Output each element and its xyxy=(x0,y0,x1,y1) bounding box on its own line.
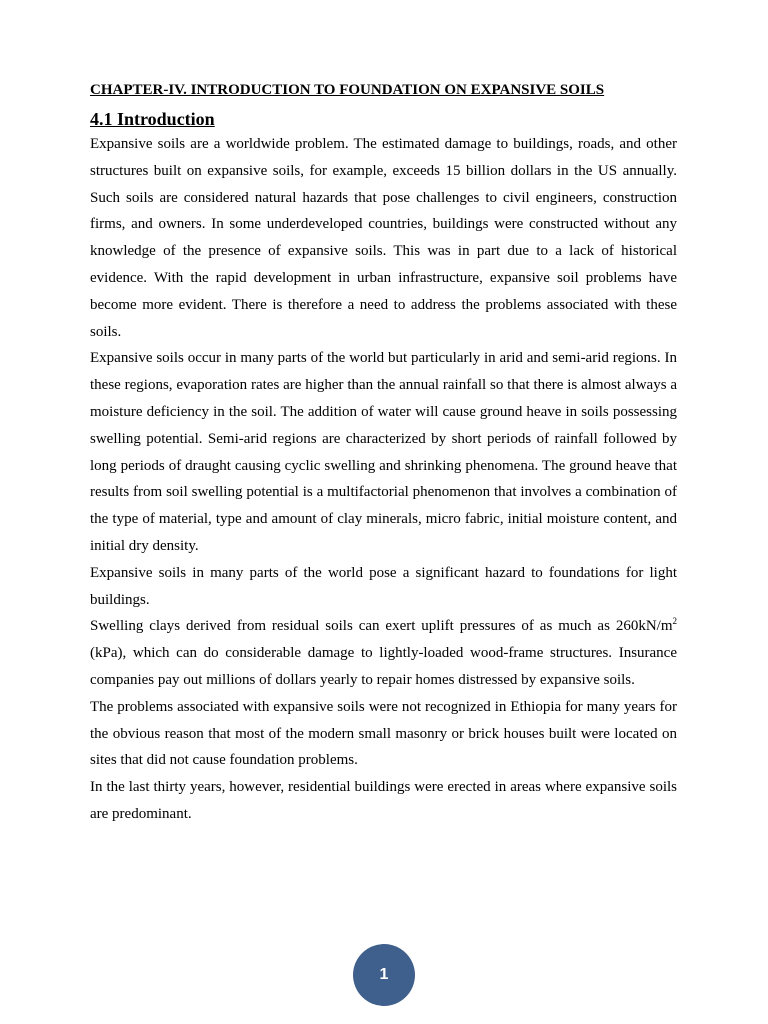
paragraph-text-after-superscript: (kPa), which can do considerable damage to lightly-loaded wood-frame structures. Insurance companies pay out millions of dollars yearly to repair homes distressed by expansive soils. xyxy=(90,645,677,688)
superscript-exponent: 2 xyxy=(672,616,677,627)
paragraph-text-before-superscript: Swelling clays derived from residual soils can exert uplift pressures of as much as 260kN/m xyxy=(90,618,673,635)
chapter-title: CHAPTER-IV. INTRODUCTION TO FOUNDATION ON EXPANSIVE SOILS xyxy=(90,82,605,98)
paragraph-text: Expansive soils occur in many parts of the world but particularly in arid and semi-arid regions. In these regions, evaporation rates are higher than the annual rainfall so that there is almost always a moisture deficiency in the soil. The addition of water will cause ground heave in soils possessing swelling potential. Semi-arid regions are characterized by short periods of rainfall followed by long periods of draught causing cyclic swelling and shrinking phenomena. The ground heave that results from soil swelling potential is a multifactorial phenomenon that involves a combination of the type of material, type and amount of clay minerals, micro fabric, initial moisture content, and initial dry density. xyxy=(90,350,677,554)
paragraph-text: Expansive soils are a worldwide problem. The estimated damage to buildings, roads, and other structures built on expansive soils, for example, exceeds 15 billion dollars in the US annually. Such soils are considered natural hazards that pose challenges to civil engineers, construction firms, and owners. In some underdeveloped countries, buildings were constructed without any knowledge of the presence of expansive soils. This was in part due to a lack of historical evidence. With the rapid development in urban infrastructure, expansive soil problems have become more evident. There is therefore a need to address the problems associated with these soils. xyxy=(90,136,677,340)
paragraph-text: The problems associated with expansive soils were not recognized in Ethiopia for many years for the obvious reason that most of the modern small masonry or brick houses built were located on sites that did not cause foundation problems. xyxy=(90,698,677,769)
section-heading: 4.1 Introduction xyxy=(90,109,215,129)
paragraph-text: In the last thirty years, however, residential buildings were erected in areas where expansive soils are predominant. xyxy=(90,779,677,822)
paragraph-2 xyxy=(90,345,677,559)
paragraph-text: Expansive soils in many parts of the world pose a significant hazard to foundations for light buildings. xyxy=(90,564,677,608)
paragraph-1 xyxy=(90,131,677,345)
paragraph-3 xyxy=(90,560,677,614)
paragraph-6 xyxy=(90,774,677,828)
page-number-badge xyxy=(353,944,415,1006)
page-content xyxy=(90,79,677,828)
paragraph-5 xyxy=(90,694,677,774)
paragraph-4 xyxy=(90,613,677,693)
page-number: 1 xyxy=(379,966,389,983)
